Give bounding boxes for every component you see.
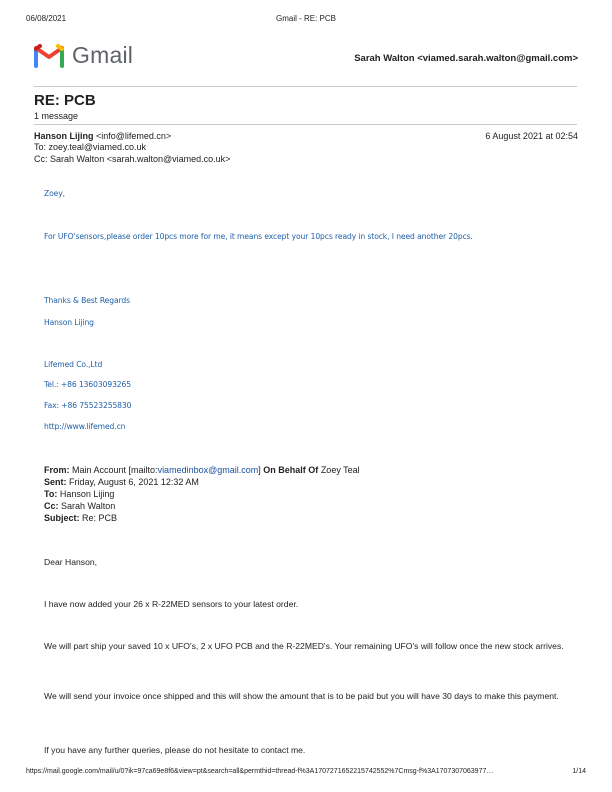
message-to: To: zoey.teal@viamed.co.uk [34, 142, 147, 152]
quoted-behalf-value: Zoey Teal [320, 465, 360, 475]
reply-signature-name: Hanson Lijing [44, 318, 94, 327]
sender-email: <info@lifemed.cn> [96, 131, 172, 141]
quoted-paragraph-3: We will send your invoice once shipped and this will show the amount that is to be paid but you will have 30 days to make this payment. [44, 691, 559, 701]
header-divider [34, 86, 577, 87]
reply-greeting: Zoey, [44, 189, 65, 198]
quoted-subject-value: Re: PCB [82, 513, 118, 523]
print-title: Gmail - RE: PCB [275, 14, 336, 23]
quoted-from-line [44, 465, 360, 475]
quoted-from-bracket: ] [258, 465, 261, 475]
quoted-to-label: To: [44, 489, 58, 499]
quoted-cc-line [44, 501, 115, 511]
thread-subject: RE: PCB [34, 92, 96, 109]
message-count: 1 message [34, 111, 79, 121]
quoted-sent-value: Friday, August 6, 2021 12:32 AM [69, 477, 199, 487]
message-date: 6 August 2021 at 02:54 [485, 131, 578, 141]
print-footer-url: https://mail.google.com/mail/u/0?ik=97ca69e8f6&view=pt&search=all&permthid=thread-f%3A1707271652215742552%7Cmsg-f%3A1707307063977… [26, 768, 494, 775]
print-date: 06/08/2021 [26, 14, 67, 23]
quoted-cc-value: Sarah Walton [61, 501, 116, 511]
print-page-number: 1/14 [572, 768, 586, 775]
quoted-from-email-link[interactable]: viamedinbox@gmail.com [157, 465, 259, 475]
quoted-subject-line [44, 513, 117, 523]
reply-closing: Thanks & Best Regards [44, 296, 130, 305]
reply-fax: Fax: +86 75523255830 [44, 401, 132, 410]
sender-name: Hanson Lijing [34, 131, 94, 141]
reply-tel: Tel.: +86 13603093265 [44, 380, 131, 389]
quoted-paragraph-4: If you have any further queries, please do not hesitate to contact me. [44, 745, 306, 755]
quoted-subject-label: Subject: [44, 513, 80, 523]
quoted-to-line [44, 489, 114, 499]
message-sender [34, 131, 171, 141]
quoted-sent-line [44, 477, 199, 487]
subject-divider [34, 124, 577, 125]
quoted-to-value: Hanson Lijing [59, 489, 115, 499]
reply-website-link[interactable]: http://www.lifemed.cn [44, 422, 126, 431]
account-label: Sarah Walton <viamed.sarah.walton@gmail.com> [354, 53, 578, 64]
gmail-wordmark: Gmail [72, 42, 134, 68]
reply-company: Lifemed Co.,Ltd [44, 360, 103, 369]
quoted-from-label: From: [44, 465, 70, 475]
quoted-greeting: Dear Hanson, [44, 557, 98, 567]
quoted-paragraph-1: I have now added your 26 x R-22MED sensors to your latest order. [44, 599, 299, 609]
quoted-paragraph-2: We will part ship your saved 10 x UFO's, 2 x UFO PCB and the R-22MED's. Your remaining UFO's will follow once the new stock arrives. [44, 641, 564, 651]
quoted-sent-label: Sent: [44, 477, 67, 487]
reply-text: For UFO'sensors,please order 10pcs more for me, it means except your 10pcs ready in stock, I need another 20pcs. [44, 232, 473, 241]
message-cc: Cc: Sarah Walton <sarah.walton@viamed.co.uk> [34, 154, 231, 164]
quoted-cc-label: Cc: [44, 501, 59, 511]
quoted-from-value: Main Account [mailto: [72, 465, 158, 475]
gmail-logo-icon [34, 42, 64, 68]
quoted-behalf-label: On Behalf Of [263, 465, 319, 475]
